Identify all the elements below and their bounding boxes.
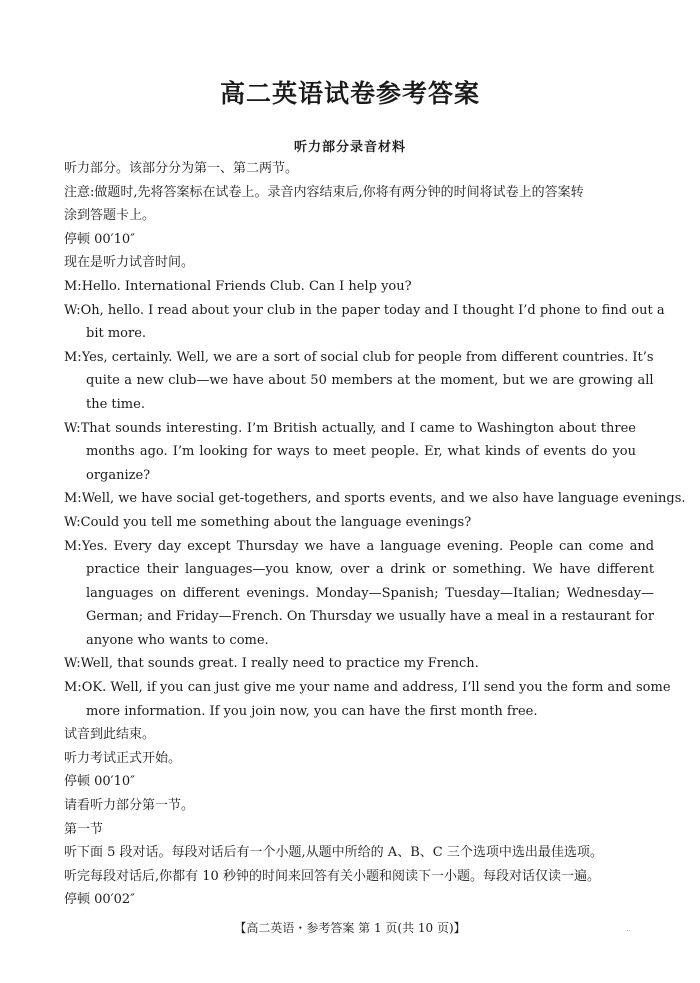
page-title: 高二英语试卷参考答案 xyxy=(219,79,480,108)
utterance-line: Hello. International Friends Club. Can I help you? xyxy=(81,278,412,294)
utterance-line: OK. Well, if you can just give me your name and address, I’ll send you the form and some xyxy=(81,680,671,696)
speaker-label: W: xyxy=(64,656,81,672)
speaker-label: W: xyxy=(64,302,81,318)
dialogue-turn xyxy=(64,652,636,676)
utterance-line: anyone who wants to come. xyxy=(86,632,269,648)
instruction-line: 听下面 5 段对话。每段对话后有一个小题,从题中所给的 A、B、C 三个选项中选出最佳选项。 xyxy=(64,845,603,861)
speaker-label: W: xyxy=(64,420,81,436)
utterance-line: German; and Friday—French. On Thursday we usually have a meal in a restaurant for xyxy=(86,609,655,625)
utterance-line: Yes, certainly. Well, we are a sort of social club for people from different countries. It’s xyxy=(81,349,654,365)
utterance-line: Yes. Every day except Thursday we have a language evening. People can come and xyxy=(81,538,655,554)
dialogue-turn xyxy=(64,535,655,653)
speaker-label: M: xyxy=(64,538,82,554)
intro-line: 听力部分。该部分分为第一、第二两节。 xyxy=(64,161,299,176)
speaker-label: M: xyxy=(64,349,82,365)
dialogue xyxy=(64,275,686,723)
speaker-label: M: xyxy=(64,680,82,696)
intro-line: 注意:做题时,先将答案标在试卷上。录音内容结束后,你将有两分钟的时间将试卷上的答案转 xyxy=(64,184,584,200)
utterance-line: the time. xyxy=(86,396,145,412)
dialogue-turn xyxy=(64,417,636,488)
utterance-line: Could you tell me something about the language evenings? xyxy=(80,514,472,530)
utterance-line: Oh, hello. I read about your club in the paper today and I thought I’d phone to find out a xyxy=(80,302,665,318)
utterance-line: bit more. xyxy=(86,326,147,342)
pause-line: 停顿 00′10″ xyxy=(64,774,136,790)
utterance-line: Well, we have social get-togethers, and sports events, and we also have language evenings. xyxy=(81,491,686,507)
document-body xyxy=(64,157,686,912)
corner-mark: .. xyxy=(626,924,632,933)
utterance-line: languages on different evenings. Monday—Spanish; Tuesday—Italian; Wednesday— xyxy=(86,585,655,601)
outro-block xyxy=(64,723,636,912)
utterance-line: more information. If you join now, you can have the first month free. xyxy=(86,703,538,719)
utterance-line: months ago. I’m looking for ways to meet people. Er, what kinds of events do you xyxy=(86,444,636,460)
intro-line: 涂到答题卡上。 xyxy=(64,208,156,224)
dialogue-turn xyxy=(64,487,686,511)
dialogue-turn xyxy=(64,299,665,346)
utterance-line: Well, that sounds great. I really need to practice my French. xyxy=(80,656,479,672)
utterance-line: practice their languages—you know, over a drink or something. We have different xyxy=(86,562,655,578)
utterance-line: organize? xyxy=(86,467,151,483)
speaker-label: W: xyxy=(64,514,81,530)
pause-line: 停顿 00′10″ xyxy=(64,231,136,247)
outro-line: 试音到此结束。 xyxy=(64,727,156,743)
intro-block xyxy=(64,157,636,275)
intro-line: 现在是听力试音时间。 xyxy=(64,255,195,271)
utterance-line: That sounds interesting. I’m British actually, and I came to Washington about three xyxy=(80,420,636,436)
utterance-line: quite a new club—we have about 50 members at the moment, but we are growing all xyxy=(86,373,654,389)
speaker-label: M: xyxy=(64,278,82,294)
dialogue-turn xyxy=(64,275,636,299)
speaker-label: M: xyxy=(64,491,82,507)
dialogue-turn xyxy=(64,346,654,417)
pause-line: 停顿 00′02″ xyxy=(64,892,136,908)
page-footer: 【高二英语・参考答案 第 1 页(共 10 页)】 xyxy=(234,921,466,935)
instruction-line: 听完每段对话后,你都有 10 秒钟的时间来回答有关小题和阅读下一小题。每段对话仅读一遍。 xyxy=(64,868,600,884)
dialogue-turn xyxy=(64,511,636,535)
dialogue-turn xyxy=(64,676,671,723)
outro-line: 听力考试正式开始。 xyxy=(64,750,182,766)
outro-line: 请看听力部分第一节。 xyxy=(64,798,195,814)
section-heading: 第一节 xyxy=(64,821,104,837)
section-subtitle: 听力部分录音材料 xyxy=(293,140,406,155)
